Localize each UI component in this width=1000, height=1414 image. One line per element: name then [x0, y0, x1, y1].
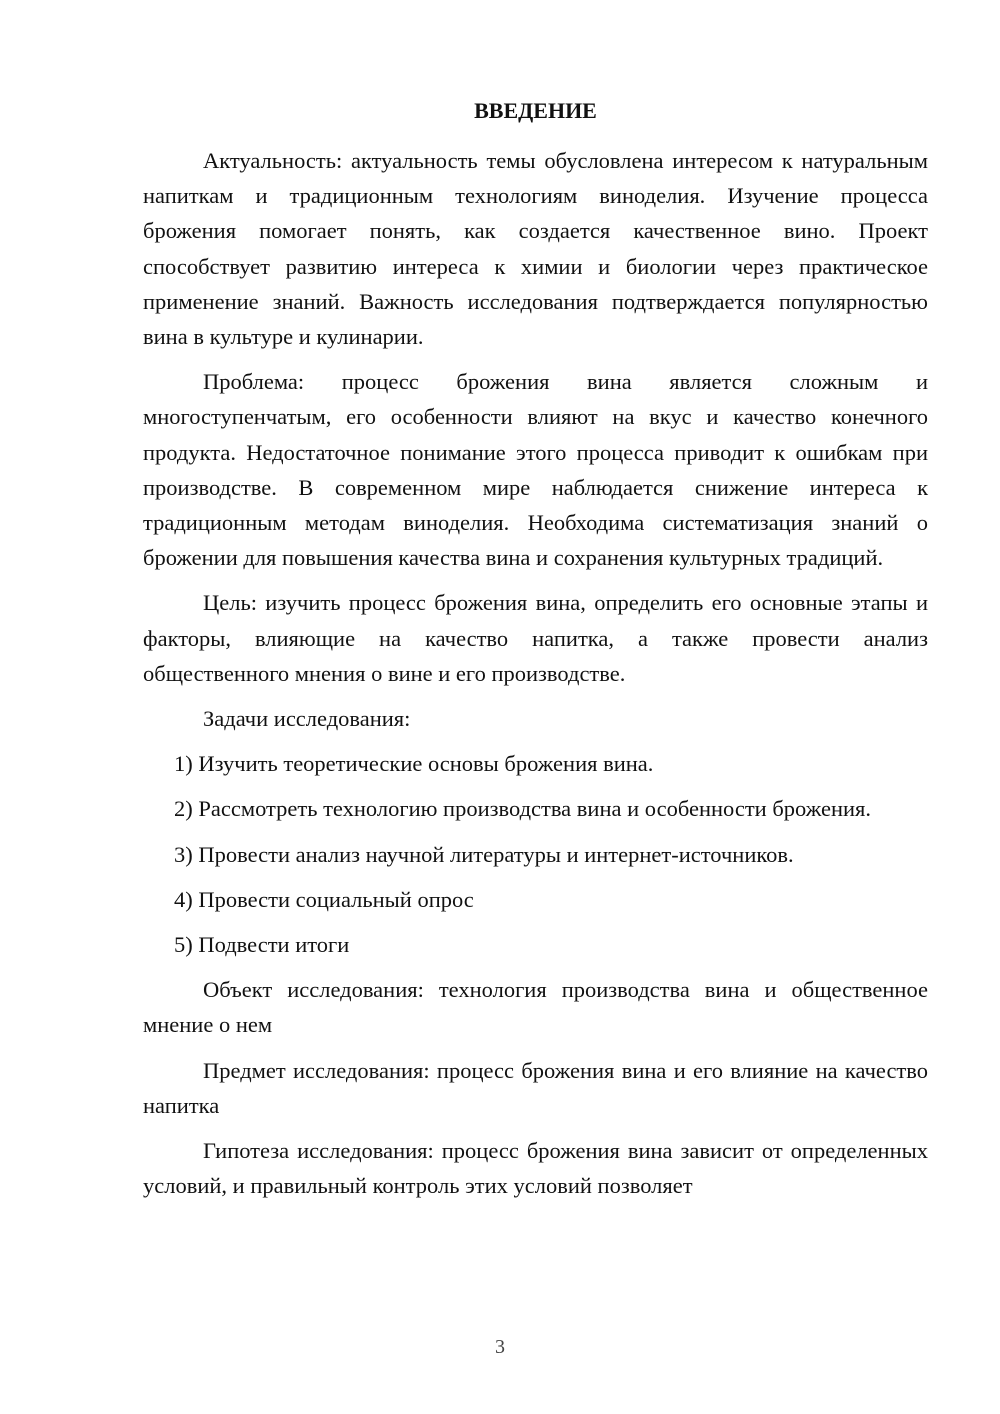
hypothesis-paragraph: Гипотеза исследования: процесс брожения вина зависит от определенных условий, и правильный контроль этих условий позволяет [143, 1138, 928, 1199]
problem-paragraph: Проблема: процесс брожения вина является сложным и многоступенчатым, его особенности влияют на вкус и качество конечного продукта. Недостаточное понимание этого процесса приводит к ошибкам при производстве. В современном мире наблюдается снижение интереса к традиционным методам виноделия. Необходима систематизация знаний о брожении для повышения качества вина и сохранения культурных традиций. [143, 369, 928, 571]
page-number: 3 [495, 1336, 505, 1358]
task-item: 2) Рассмотреть технологию производства вина и особенности брожения. [174, 796, 872, 822]
object-paragraph: Объект исследования: технология производства вина и общественное мнение о нем [143, 977, 928, 1038]
task-item: 3) Провести анализ научной литературы и интернет-источников. [174, 841, 794, 867]
goal-paragraph: Цель: изучить процесс брожения вина, определить его основные этапы и факторы, влияющие на качество напитка, а также провести анализ общественного мнения о вине и его производстве. [143, 590, 928, 686]
subject-paragraph: Предмет исследования: процесс брожения вина и его влияние на качество напитка [143, 1057, 928, 1118]
task-item: 1) Изучить теоретические основы брожения вина. [174, 751, 654, 777]
relevance-paragraph: Актуальность: актуальность темы обусловлена интересом к натуральным напиткам и традиционным технологиям виноделия. Изучение процесса брожения помогает понять, как создается качественное вино. Проект способствует развитию интереса к химии и биологии через практическое применение знаний. Важность исследования подтверждается популярностью вина в культуре и кулинарии. [143, 148, 928, 350]
task-item: 5) Подвести итоги [174, 932, 350, 958]
document-body [143, 143, 928, 1203]
task-item: 4) Провести социальный опрос [174, 886, 474, 912]
tasks-heading: Задачи исследования: [203, 706, 411, 732]
page-title: ВВЕДЕНИЕ [474, 98, 597, 123]
